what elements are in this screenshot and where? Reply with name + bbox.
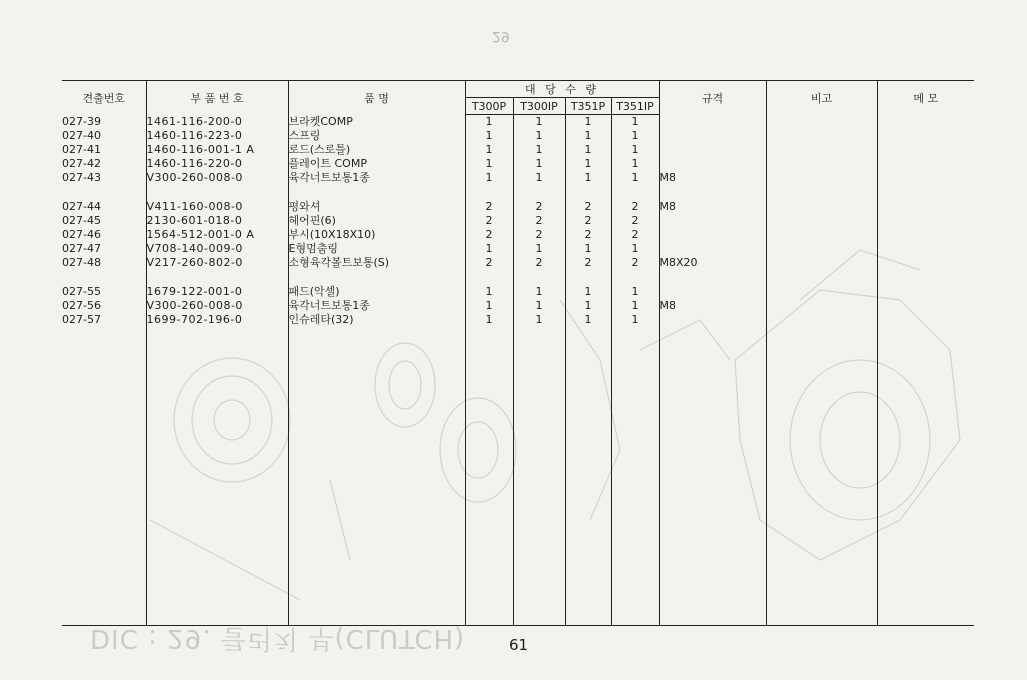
part-number: V300-260-008-0 [146,299,288,313]
part-remark [766,313,877,327]
spacer-cell [288,270,465,285]
part-remark [766,256,877,270]
part-number: 1679-122-001-0 [146,285,288,299]
part-remark [766,171,877,185]
qty-t351ip: 1 [611,157,659,171]
qty-t300ip: 1 [513,129,565,143]
part-name: 부시(10X18X10) [288,228,465,242]
spacer-cell [62,185,146,200]
spacer-cell [565,270,611,285]
spacer-cell [877,185,974,200]
qty-t300p: 1 [465,115,513,130]
part-memo [877,157,974,171]
qty-t300ip: 1 [513,299,565,313]
qty-t351p: 2 [565,228,611,242]
part-seq: 027-45 [62,214,101,227]
part-spec: M8 [659,200,766,214]
part-name: 육각너트보통1종 [288,299,465,313]
table-row [62,228,974,242]
part-remark [766,228,877,242]
part-name: 인슈레타(32) [288,313,465,327]
part-seq: 027-48 [62,256,101,269]
part-seq: 027-39 [62,114,101,128]
part-name: 평와셔 [288,200,465,214]
table-row [62,171,974,185]
qty-t351p: 2 [565,200,611,214]
part-spec: M8 [659,171,766,185]
part-seq: 027-46 [62,228,101,241]
spacer-cell [565,185,611,200]
spacer-cell [513,185,565,200]
spacer-cell [766,185,877,200]
parts-table [62,80,974,626]
qty-t351p: 1 [565,115,611,130]
table-row [62,313,974,327]
table-row [62,256,974,270]
part-remark [766,214,877,228]
qty-t351ip: 1 [611,285,659,299]
part-name: 브라켓COMP [288,115,465,130]
part-name: 소형육각볼트보통(S) [288,256,465,270]
spacer-cell [659,185,766,200]
part-name: 플레이트 COMP [288,157,465,171]
part-seq: 027-40 [62,129,101,142]
part-memo [877,214,974,228]
part-spec [659,242,766,256]
part-spec: M8X20 [659,256,766,270]
qty-t351p: 1 [565,242,611,256]
header-spec: 규격 [659,81,766,115]
qty-t300p: 1 [465,285,513,299]
qty-t351ip: 1 [611,129,659,143]
table-row [62,157,974,171]
qty-t300ip: 2 [513,228,565,242]
part-seq: 027-42 [62,157,101,170]
spacer-cell [766,270,877,285]
spacer-cell [62,270,146,285]
spacer-cell [146,185,288,200]
qty-t351ip: 1 [611,115,659,130]
qty-t300p: 1 [465,143,513,157]
part-memo [877,115,974,130]
part-spec [659,157,766,171]
part-memo [877,285,974,299]
part-remark [766,242,877,256]
part-number: 1564-512-001-0 A [146,228,288,242]
part-spec: M8 [659,299,766,313]
part-seq: 027-41 [62,143,101,156]
part-memo [877,171,974,185]
table-row [62,129,974,143]
qty-t351ip: 1 [611,242,659,256]
header-part-no: 부 품 번 호 [146,81,288,115]
qty-t351p: 1 [565,129,611,143]
qty-t300p: 1 [465,242,513,256]
part-spec [659,143,766,157]
header-model-t351p: T351P [565,98,611,115]
spacer-cell [611,270,659,285]
qty-t300ip: 1 [513,157,565,171]
qty-t300ip: 1 [513,143,565,157]
part-name: 육각너트보통1종 [288,171,465,185]
filler-cell [513,327,565,626]
qty-t300ip: 2 [513,200,565,214]
spacer-row [62,185,974,200]
qty-t300p: 1 [465,171,513,185]
part-name: 패드(악셀) [288,285,465,299]
qty-t351p: 1 [565,299,611,313]
qty-t300ip: 2 [513,256,565,270]
part-seq: 027-43 [62,171,101,184]
part-remark [766,115,877,130]
header-seq: 견출번호 [82,91,125,105]
part-remark [766,129,877,143]
qty-t351ip: 2 [611,214,659,228]
part-number: V217-260-802-0 [146,256,288,270]
qty-t300p: 2 [465,256,513,270]
part-remark [766,200,877,214]
qty-t351ip: 1 [611,143,659,157]
part-number: 1460-116-220-0 [146,157,288,171]
spacer-cell [877,270,974,285]
qty-t300p: 2 [465,214,513,228]
table-row [62,242,974,256]
qty-t351p: 2 [565,256,611,270]
part-spec [659,285,766,299]
filler-cell [62,327,146,626]
spacer-cell [659,270,766,285]
qty-t300ip: 1 [513,115,565,130]
part-memo [877,256,974,270]
qty-t351ip: 2 [611,256,659,270]
spacer-cell [513,270,565,285]
part-remark [766,157,877,171]
qty-t300p: 2 [465,228,513,242]
qty-t300p: 1 [465,313,513,327]
qty-t351p: 1 [565,157,611,171]
header-model-t300ip: T300IP [513,98,565,115]
part-memo [877,200,974,214]
spacer-cell [288,185,465,200]
part-memo [877,313,974,327]
part-remark [766,143,877,157]
part-memo [877,299,974,313]
filler-cell [146,327,288,626]
spacer-cell [611,185,659,200]
ghost-top-number: 29 [492,28,510,44]
part-memo [877,143,974,157]
part-spec [659,115,766,130]
part-seq: 027-57 [62,313,101,326]
part-seq: 027-44 [62,200,101,213]
qty-t351ip: 2 [611,200,659,214]
part-spec [659,228,766,242]
qty-t351p: 1 [565,285,611,299]
part-remark [766,285,877,299]
part-seq: 027-56 [62,299,101,312]
table-row [62,143,974,157]
qty-t351ip: 1 [611,313,659,327]
qty-t351p: 1 [565,313,611,327]
qty-t351ip: 2 [611,228,659,242]
filler-cell [565,327,611,626]
qty-t351p: 1 [565,143,611,157]
part-number: V708-140-009-0 [146,242,288,256]
spacer-cell [465,270,513,285]
page-number: 61 [509,636,529,654]
part-number: 2130-601-018-0 [146,214,288,228]
part-name: 스프링 [288,129,465,143]
qty-t300ip: 1 [513,171,565,185]
part-memo [877,228,974,242]
part-seq: 027-47 [62,242,101,255]
ghost-caption: DIC : 29. 클러치 부(CLUTCH) [90,623,466,653]
part-number: V411-160-008-0 [146,200,288,214]
part-seq: 027-55 [62,285,101,298]
header-remark: 비고 [766,81,877,115]
qty-t300ip: 1 [513,242,565,256]
part-spec [659,313,766,327]
qty-t351p: 1 [565,171,611,185]
part-spec [659,214,766,228]
qty-t300p: 1 [465,157,513,171]
header-memo: 메 모 [877,81,974,115]
filler-cell [465,327,513,626]
qty-t300ip: 2 [513,214,565,228]
part-name: 헤어핀(6) [288,214,465,228]
table-row [62,285,974,299]
qty-t300p: 1 [465,299,513,313]
qty-t300ip: 1 [513,313,565,327]
part-name: E형멈춤링 [288,242,465,256]
filler-cell [288,327,465,626]
qty-t300ip: 1 [513,285,565,299]
part-remark [766,299,877,313]
qty-t351ip: 1 [611,171,659,185]
table-row [62,115,974,130]
table-row [62,200,974,214]
qty-t351p: 2 [565,214,611,228]
qty-t351ip: 1 [611,299,659,313]
filler-row [62,327,974,626]
part-spec [659,129,766,143]
table-row [62,299,974,313]
header-model-t351ip: T351IP [611,98,659,115]
table-row [62,214,974,228]
parts-table-body [62,115,974,626]
spacer-cell [465,185,513,200]
part-memo [877,242,974,256]
header-qty-group: 대 당 수 량 [465,81,659,98]
part-number: 1460-116-223-0 [146,129,288,143]
filler-cell [611,327,659,626]
part-name: 로드(스로틀) [288,143,465,157]
part-number: 1460-116-001-1 A [146,143,288,157]
filler-cell [766,327,877,626]
part-number: 1461-116-200-0 [146,115,288,130]
filler-cell [877,327,974,626]
qty-t300p: 2 [465,200,513,214]
header-part-name: 품 명 [288,81,465,115]
part-memo [877,129,974,143]
part-number: V300-260-008-0 [146,171,288,185]
header-model-t300p: T300P [465,98,513,115]
spacer-cell [146,270,288,285]
spacer-row [62,270,974,285]
part-number: 1699-702-196-0 [146,313,288,327]
filler-cell [659,327,766,626]
qty-t300p: 1 [465,129,513,143]
